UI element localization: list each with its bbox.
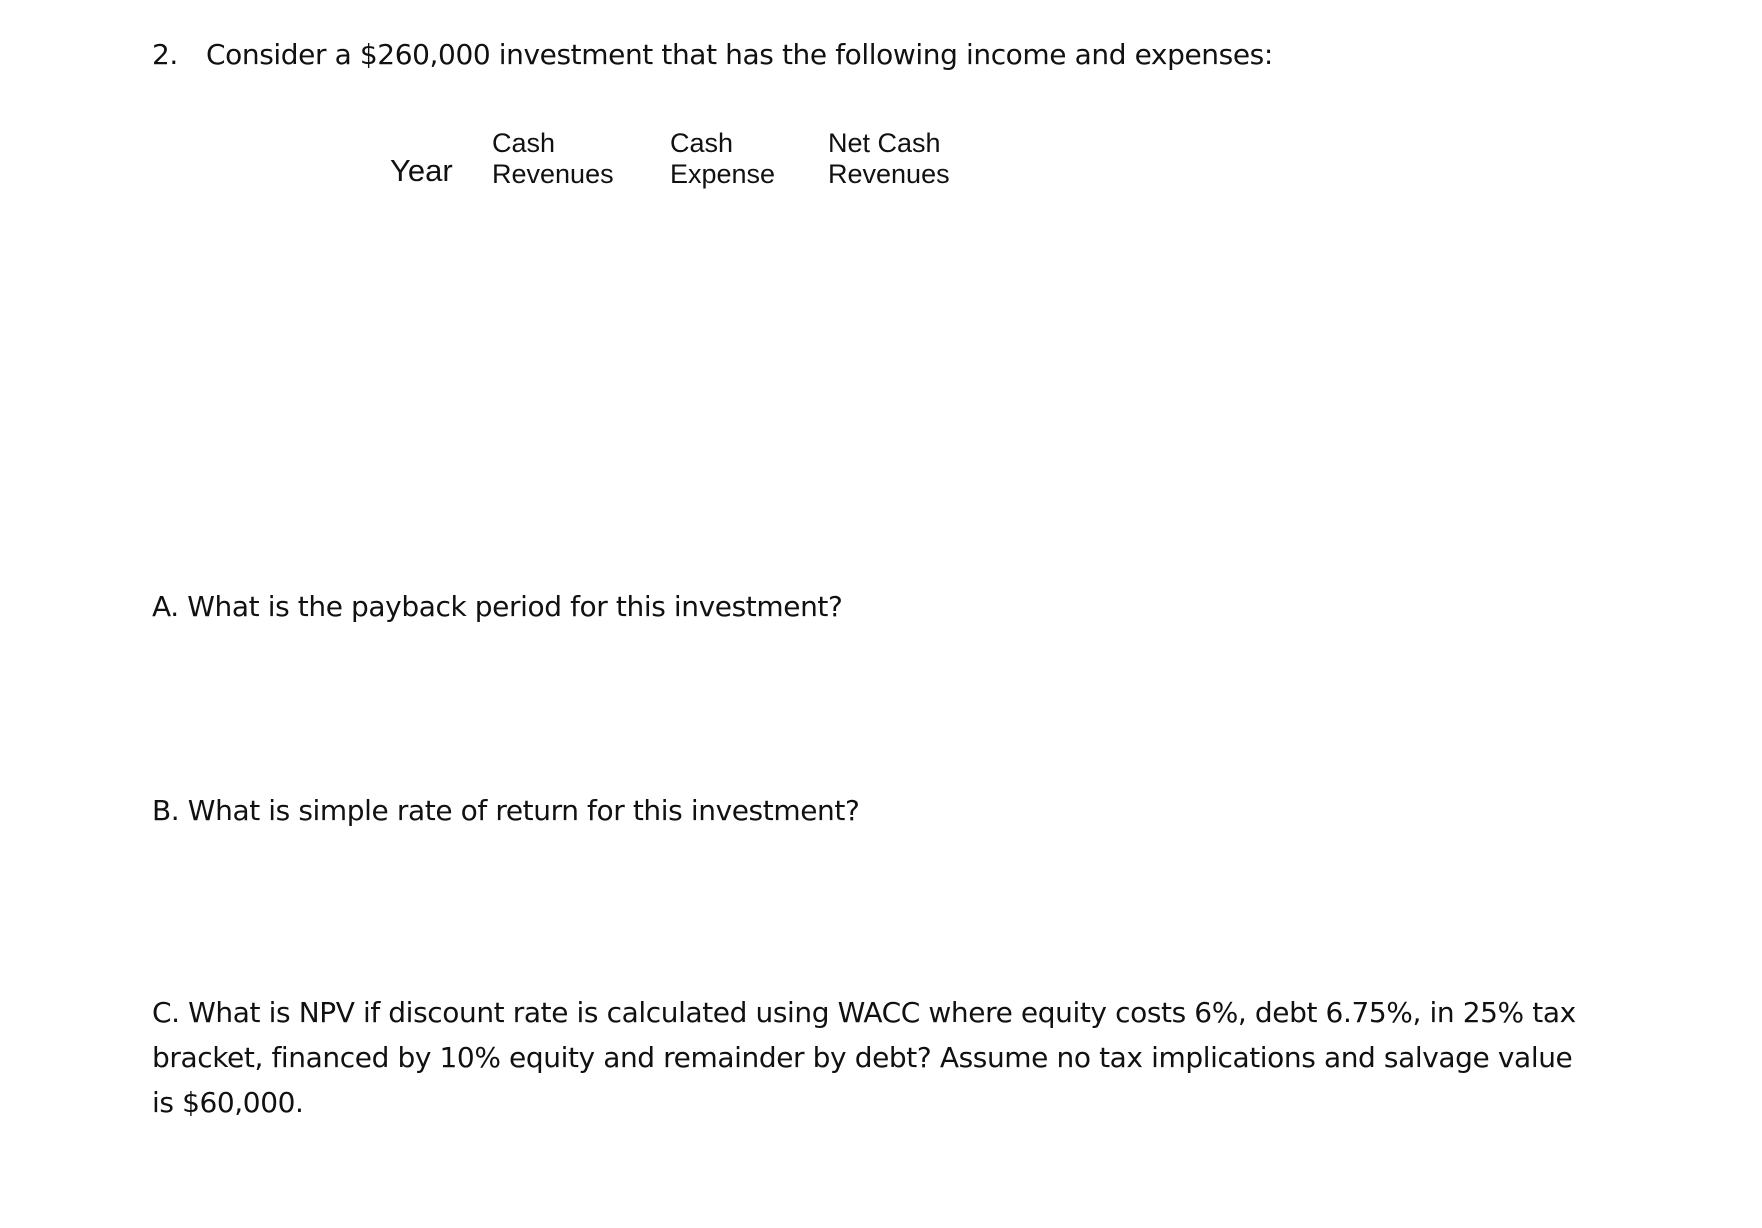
header-net-cash-revenues-line2: Revenues — [828, 159, 950, 189]
header-cash-expense-line2: Expense — [670, 159, 776, 189]
header-cash-revenues-line1: Cash — [492, 128, 556, 158]
header-net-cash-revenues-line1: Net Cash — [828, 128, 941, 158]
question-a: A. What is the payback period for this investment? — [152, 590, 843, 623]
question-b: B. What is simple rate of return for this investment? — [152, 794, 860, 827]
question-intro-text: Consider a $260,000 investment that has the following income and expenses: — [206, 38, 1273, 71]
header-cash-expense-line1: Cash — [670, 128, 734, 158]
question-intro — [152, 32, 1273, 77]
question-number: 2. — [152, 38, 178, 71]
header-year: Year — [390, 153, 453, 188]
question-c: C. What is NPV if discount rate is calculated using WACC where equity costs 6%, debt 6.75%, in 25% tax bracket, financed by 10% equity and remainder by debt? Assume no tax implications and salvage value is $60,000. — [152, 996, 1576, 1119]
header-cash-revenues-line2: Revenues — [492, 159, 614, 189]
